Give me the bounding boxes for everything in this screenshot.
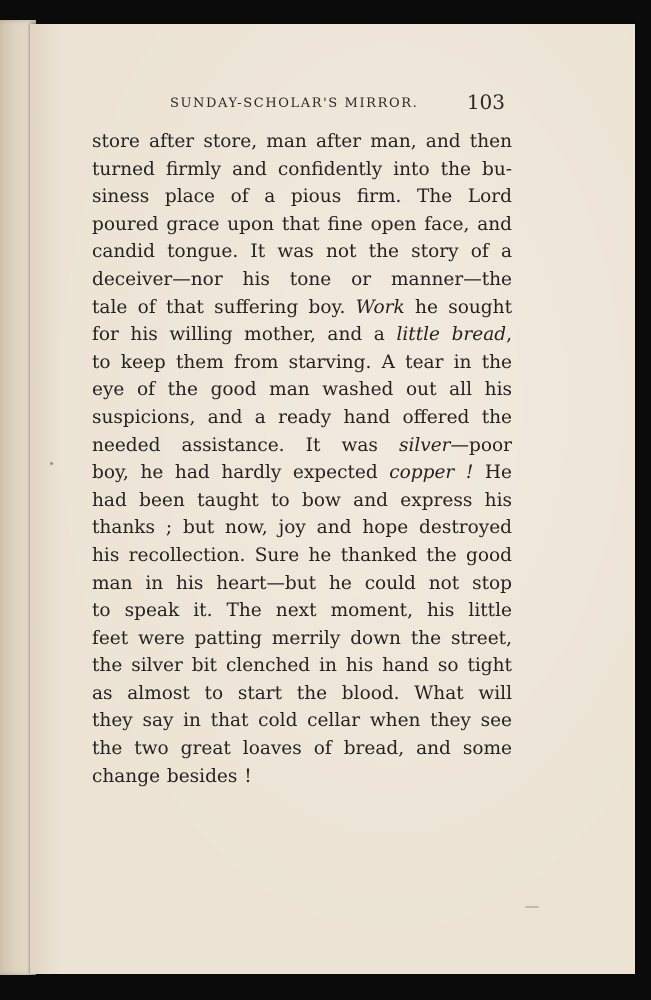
text-line (92, 183, 512, 211)
running-head (170, 90, 515, 114)
text-segment: he sought (404, 296, 512, 318)
text-line (92, 735, 512, 763)
text-line (92, 680, 512, 708)
text-segment: He (473, 462, 512, 484)
text-segment: to speak it. The next moment, his little (92, 600, 512, 622)
text-line (92, 294, 512, 322)
text-line (92, 349, 512, 377)
text-segment: tale of that suffering boy. (92, 296, 356, 318)
text-segment: they say in that cold cellar when they see (92, 710, 512, 732)
text-line (92, 238, 512, 266)
text-segment: store after store, man after man, and then (92, 131, 512, 152)
text-segment: the two great loaves of bread, and some (92, 738, 512, 760)
text-segment: for his willing mother, and a (92, 324, 397, 346)
text-segment: siness place of a pious firm. The Lord (92, 186, 512, 208)
text-line (92, 570, 512, 598)
text-segment: , (506, 324, 512, 346)
text-line (92, 266, 512, 294)
text-segment: deceiver—nor his tone or manner—the (92, 268, 512, 290)
text-line (92, 321, 512, 349)
paper-speck (525, 906, 539, 908)
text-segment: as almost to start the blood. What will (92, 682, 512, 704)
text-line (92, 707, 512, 735)
text-segment: poured grace upon that fine open face, and (92, 213, 512, 235)
text-segment: thanks ; but now, joy and hope destroyed (92, 517, 512, 539)
text-segment: the silver bit clenched in his hand so tight (92, 655, 512, 677)
text-line (92, 514, 512, 542)
text-segment: turned firmly and confidently into the bu- (92, 158, 512, 180)
text-line (92, 487, 512, 515)
text-segment: to keep them from starving. A tear in the (92, 351, 512, 373)
text-line (92, 597, 512, 625)
text-segment: feet were patting merrily down the street, (92, 627, 512, 649)
text-segment: his recollection. Sure he thanked the good (92, 544, 512, 566)
italic-text: Work (355, 296, 405, 318)
text-segment: had been taught to bow and express his (92, 489, 512, 511)
text-line (92, 376, 512, 404)
text-line (92, 542, 512, 570)
text-segment: boy, he had hardly expected (92, 462, 390, 484)
text-line (92, 404, 512, 432)
text-segment: needed assistance. It was (92, 434, 399, 456)
text-segment: candid tongue. It was not the story of a (92, 241, 512, 263)
italic-text: little bread (396, 324, 507, 346)
text-line (92, 128, 512, 156)
text-segment: eye of the good man washed out all his (92, 379, 512, 401)
italic-text: silver (398, 434, 451, 456)
text-line (92, 432, 512, 460)
italic-text: copper ! (389, 462, 474, 484)
text-segment: man in his heart—but he could not stop (92, 572, 512, 594)
text-segment: change besides ! (92, 765, 252, 787)
text-segment: suspicions, and a ready hand offered the (92, 406, 512, 428)
page-number: 103 (466, 90, 505, 114)
running-title: SUNDAY-SCHOLAR'S MIRROR. (170, 96, 419, 111)
text-line (92, 459, 512, 487)
body-text (92, 128, 512, 790)
paper-speck (50, 462, 53, 465)
text-line (92, 652, 512, 680)
text-segment: —poor (450, 434, 512, 456)
text-line (92, 763, 512, 791)
text-line (92, 211, 512, 239)
text-line (92, 625, 512, 653)
text-line (92, 156, 512, 184)
